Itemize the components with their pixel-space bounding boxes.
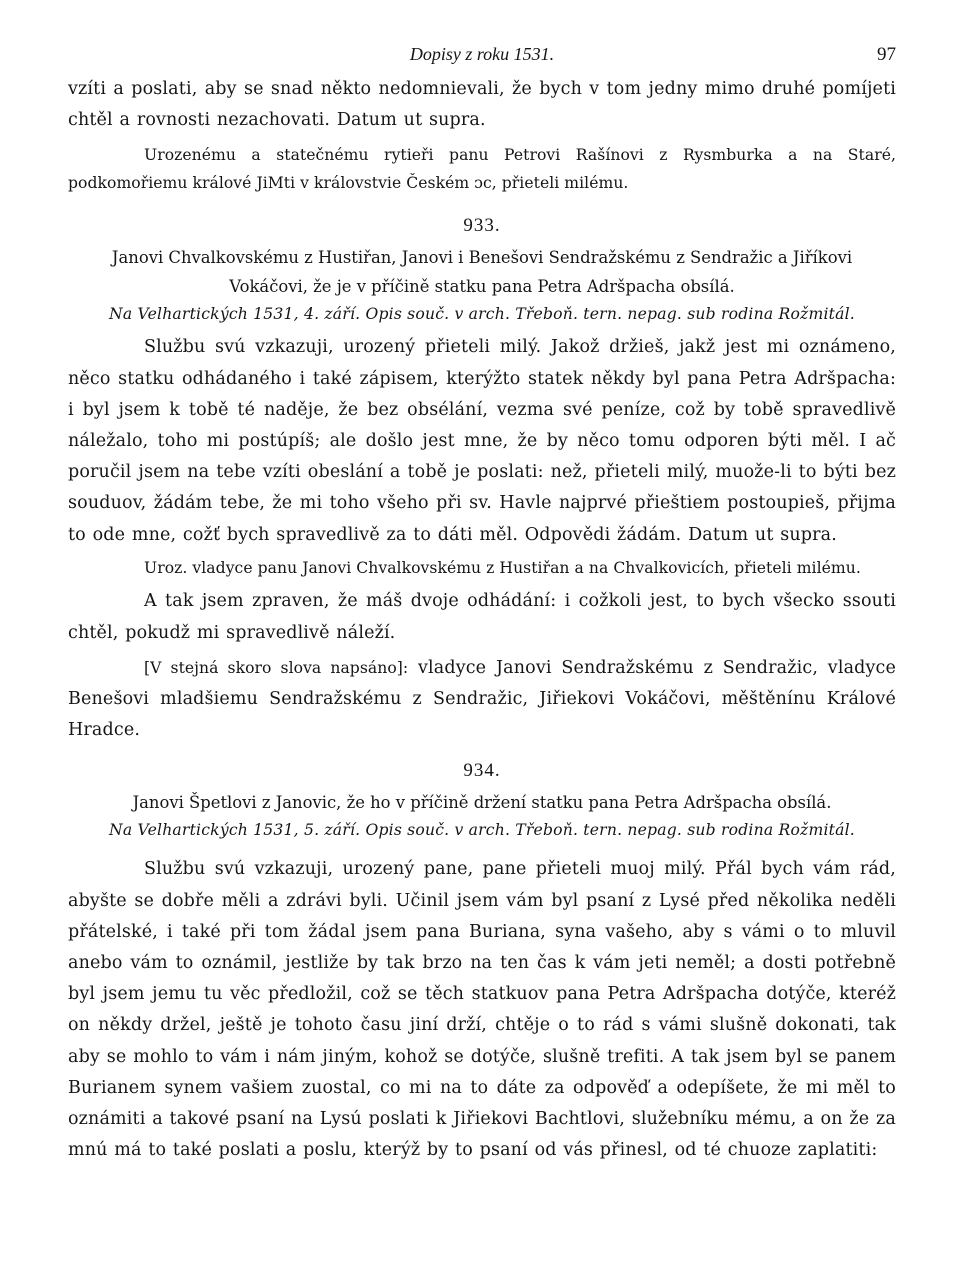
letter-source-934: Na Velhartických 1531, 5. září. Opis souč. v arch. Třeboň. tern. nepag. sub rodina Rožmitál. <box>109 821 855 840</box>
letter-number-933: 933. <box>463 215 501 237</box>
continuation-text: vzíti a poslati, aby se snad někto nedomnievali, že bych v tom jedny mimo druhé pomíjeti chtěl a rovnosti nezachovati. Datum ut supra. <box>68 79 896 131</box>
letter-postscript-933: A tak jsem zpraven, že máš dvoje odhádání: i cožkoli jest, to bych všecko ssouti chtěl, pokudž mi spravedlivě náleží. <box>68 591 896 643</box>
letter-body-934: Službu svú vzkazuji, urozený pane, pane přieteli muoj milý. Přál bych vám rád, abyšte se dobře měli a zdrávi byli. Učinil jsem vám byl psaní z Lysé před několika neděli přátelské, i také při tom žádal jsem pana Buriana, syna vašeho, aby s vámi o to mluvil anebo vám to oznámil, jestliže by tak brzo na ten čas k vám jeti neměl; a dosti potřebně byl jsem jemu tu věc předložil, což se těch statkuov pana Petra Adršpacha dotýče, kteréž on někdy držel, ještě je tohoto času jiní drží, chtěje o to rád s vámi slušně dokonati, tak aby se mohlo to vám i nám jiným, kohož se dotýče, slušně trefiti. A tak jsem byl se panem Burianem synem vašiem zuostal, co mi na to dáte za odpověď a odepíšete, že mi měl to oznámiti a takové psaní na Lysú poslati k Jiřiekovi Bachtlovi, služebníku mému, a on že za mnú má to také poslati a poslu, kterýž by to psaní od vás přinesl, od té chuoze zaplatiti: <box>68 859 896 1161</box>
letter-summary-933: Janovi Chvalkovskému z Hustiřan, Janovi i Benešovi Sendražskému z Sendražic a Jiříkovi Vokáčovi, že je v příčině statku pana Petra Adršpacha obsílá. <box>111 248 853 297</box>
running-title: Dopisy z roku 1531. <box>409 44 555 64</box>
editor-note-bracket: [V stejná skoro slova napsáno]: <box>144 658 409 677</box>
page-number: 97 <box>877 44 896 65</box>
letter-source-933: Na Velhartických 1531, 4. září. Opis souč. v arch. Třeboň. tern. nepag. sub rodina Rožmitál. <box>109 305 855 324</box>
letter-address-933: Uroz. vladyce panu Janovi Chvalkovskému z Hustiřan a na Chvalkovicích, přieteli milému. <box>144 558 861 577</box>
letter-number-934: 934. <box>463 760 501 782</box>
running-header <box>68 40 896 74</box>
letter-summary-934: Janovi Špetlovi z Janovic, že ho v příčině držení statku pana Petra Adršpacha obsílá. <box>132 793 832 813</box>
document-page <box>68 40 896 1166</box>
letter-body-933: Službu svú vzkazuji, urozený přieteli milý. Jakož držieš, jakž jest mi oznámeno, něco statku odhádaného i také zápisem, kterýžto statek někdy byl pana Petra Adršpacha: i byl jsem k tobě té naděje, že bez obsélání, vezma své peníze, což by tobě spravedlivě náležalo, toho mi postúpíš; ale došlo jest mne, že by něco tomu odporen býti měl. I ač poručil jsem na tebe vzíti obeslání a tobě je poslati: než, přieteli milý, muože-li to býti bez souduov, žádám tebe, že mi toho všeho při sv. Havle najprvé přieštiem postoupieš, přijma to ode mne, cožť bych spravedlivě za to dáti měl. Odpovědi žádám. Datum ut supra. <box>68 337 896 545</box>
letter-note-933 <box>68 653 896 747</box>
continuation-address: Urozenému a statečnému rytieři panu Petrovi Rašínovi z Rysmburka a na Staré, podkomořiemu králové JiMti v královstvie Českém ᴐc, přieteli milému. <box>68 146 896 192</box>
editor-note-text: vladyce Janovi Sendražskému z Sendražic, vladyce Benešovi mladšiemu Sendražskému z Sendražic, Jiřiekovi Vokáčovi, měštěnínu Králové Hradce. <box>68 657 897 741</box>
